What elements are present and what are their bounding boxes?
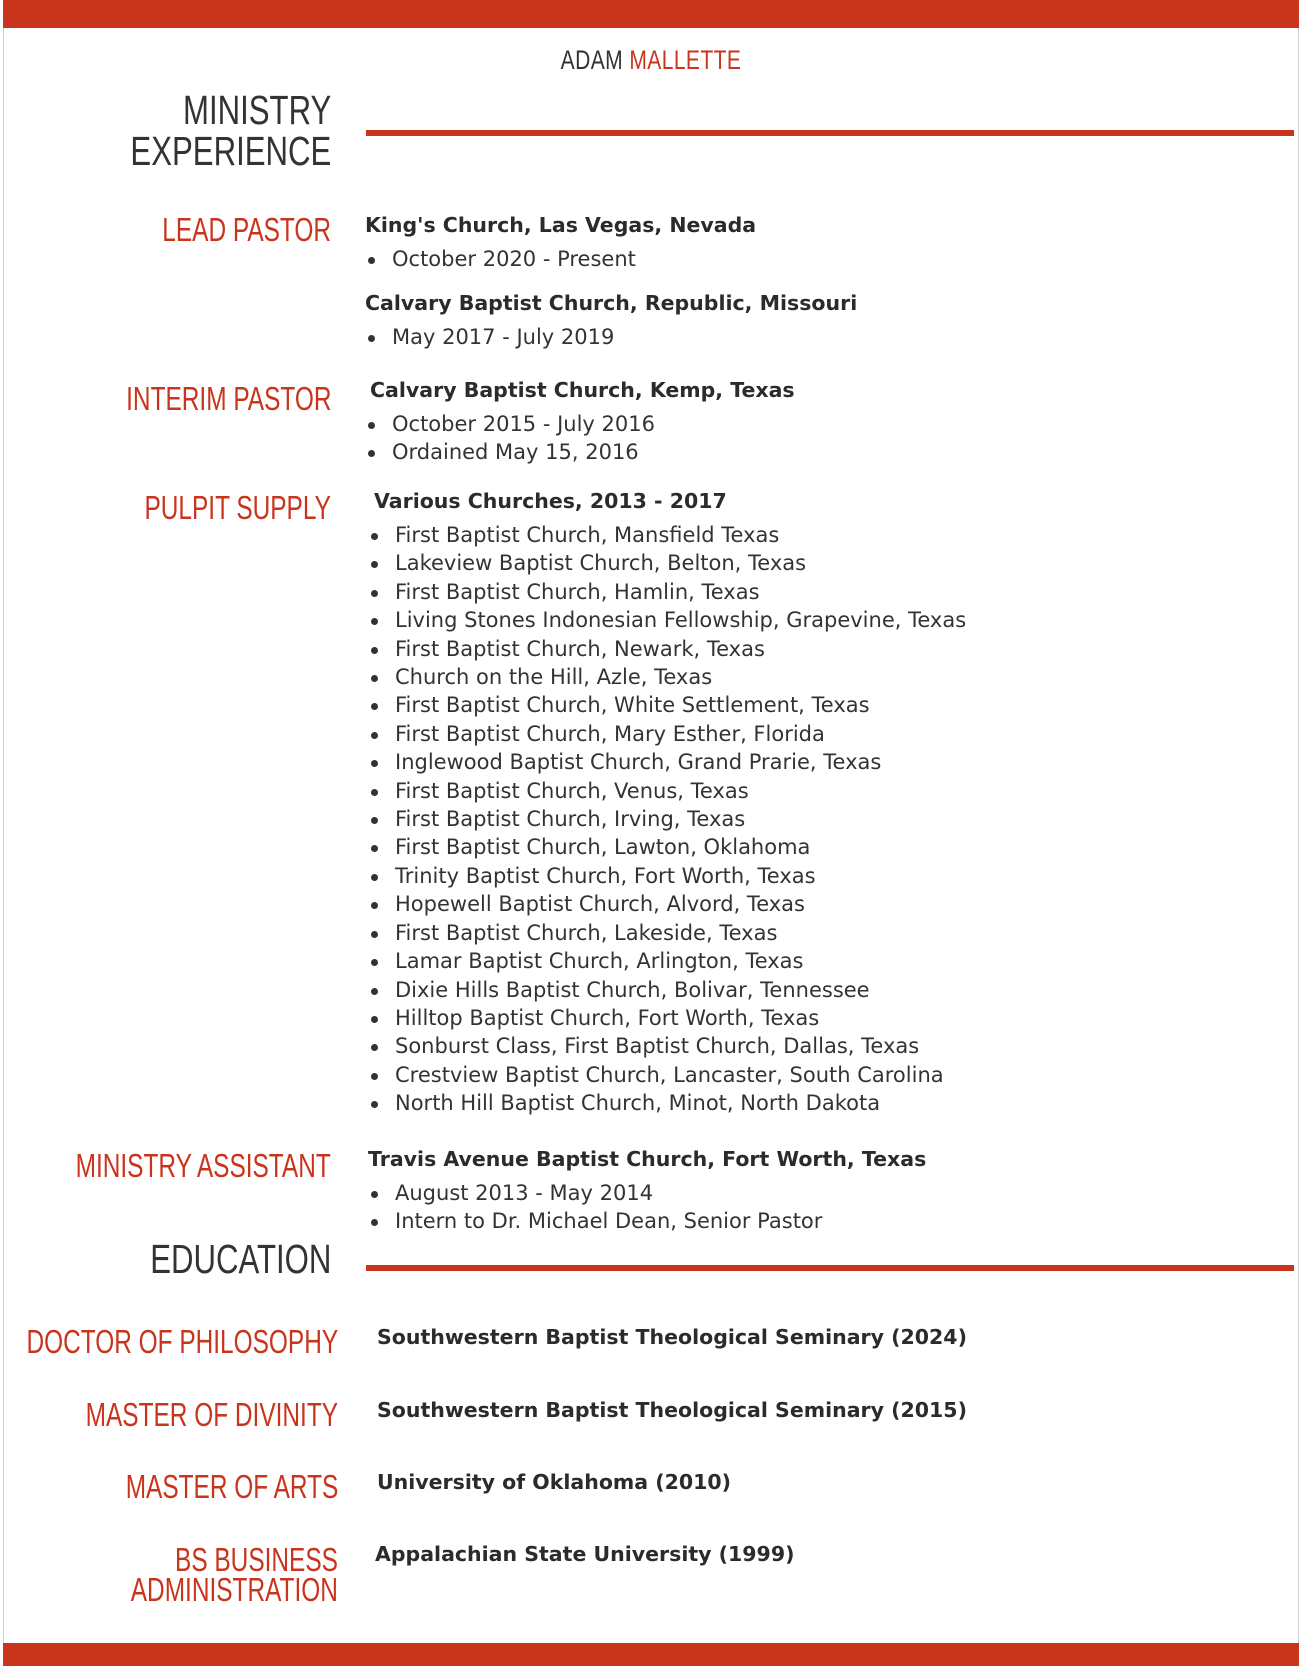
top-accent-bar: [3, 0, 1299, 28]
bottom-accent-bar: [3, 1643, 1299, 1666]
list-item: First Baptist Church, Mansfield Texas: [369, 521, 966, 549]
degree-master-of-arts: MASTER OF ARTS: [125, 1468, 338, 1505]
entry-list: [366, 323, 614, 351]
institution: Appalachian State University (1999): [375, 1542, 795, 1566]
degree-doctor-of-philosophy: DOCTOR OF PHILOSOPHY: [26, 1323, 338, 1360]
entry-title: Calvary Baptist Church, Kemp, Texas: [370, 378, 795, 402]
entry-title: Various Churches, 2013 - 2017: [374, 489, 727, 513]
list-item: October 2020 - Present: [366, 245, 636, 273]
list-item: October 2015 - July 2016: [366, 410, 655, 438]
entry-title: King's Church, Las Vegas, Nevada: [365, 213, 757, 237]
list-item: Ordained May 15, 2016: [366, 438, 655, 466]
list-item: First Baptist Church, White Settlement, Texas: [369, 691, 966, 719]
resume-name: [143, 45, 1159, 76]
list-item: North Hill Baptist Church, Minot, North Dakota: [369, 1089, 966, 1117]
pulpit-supply-list: [369, 521, 966, 1118]
list-item: Lakeview Baptist Church, Belton, Texas: [369, 549, 966, 577]
list-item: Intern to Dr. Michael Dean, Senior Pastor: [369, 1207, 822, 1235]
entry-list: [369, 1179, 822, 1236]
list-item: Crestview Baptist Church, Lancaster, South Carolina: [369, 1061, 966, 1089]
list-item: First Baptist Church, Lakeside, Texas: [369, 919, 966, 947]
institution: Southwestern Baptist Theological Seminary (2024): [377, 1325, 967, 1349]
list-item: Trinity Baptist Church, Fort Worth, Texas: [369, 862, 966, 890]
list-item: First Baptist Church, Venus, Texas: [369, 777, 966, 805]
list-item: Church on the Hill, Azle, Texas: [369, 663, 966, 691]
list-item: First Baptist Church, Newark, Texas: [369, 635, 966, 663]
first-name: ADAM: [560, 45, 624, 75]
ministry-rule: [366, 130, 1294, 136]
list-item: August 2013 - May 2014: [369, 1179, 822, 1207]
list-item: May 2017 - July 2019: [366, 323, 614, 351]
list-item: Dixie Hills Baptist Church, Bolivar, Tennessee: [369, 976, 966, 1004]
section-title-ministry: MINISTRY EXPERIENCE: [130, 87, 331, 174]
institution: University of Oklahoma (2010): [377, 1470, 732, 1494]
list-item: Hopewell Baptist Church, Alvord, Texas: [369, 890, 966, 918]
institution: Southwestern Baptist Theological Seminary (2015): [377, 1398, 967, 1422]
role-ministry-assistant: MINISTRY ASSISTANT: [75, 1147, 331, 1184]
list-item: First Baptist Church, Mary Esther, Florida: [369, 720, 966, 748]
entry-title: Travis Avenue Baptist Church, Fort Worth, Texas: [368, 1147, 927, 1171]
entry-list: [366, 410, 655, 467]
list-item: Inglewood Baptist Church, Grand Prarie, Texas: [369, 748, 966, 776]
entry-list: [366, 245, 636, 273]
degree-bs-business-administration: BS BUSINESS ADMINISTRATION: [130, 1541, 338, 1608]
degree-master-of-divinity: MASTER OF DIVINITY: [85, 1396, 338, 1433]
list-item: First Baptist Church, Irving, Texas: [369, 805, 966, 833]
role-pulpit-supply: PULPIT SUPPLY: [144, 489, 331, 526]
list-item: First Baptist Church, Lawton, Oklahoma: [369, 833, 966, 861]
last-name: MALLETTE: [629, 45, 742, 75]
list-item: First Baptist Church, Hamlin, Texas: [369, 578, 966, 606]
list-item: Hilltop Baptist Church, Fort Worth, Texas: [369, 1004, 966, 1032]
role-lead-pastor: LEAD PASTOR: [162, 211, 331, 248]
list-item: Sonburst Class, First Baptist Church, Dallas, Texas: [369, 1032, 966, 1060]
role-interim-pastor: INTERIM PASTOR: [125, 380, 331, 417]
education-rule: [366, 1265, 1294, 1271]
entry-title: Calvary Baptist Church, Republic, Missouri: [365, 291, 858, 315]
list-item: Living Stones Indonesian Fellowship, Grapevine, Texas: [369, 606, 966, 634]
list-item: Lamar Baptist Church, Arlington, Texas: [369, 947, 966, 975]
section-title-education: EDUCATION: [149, 1236, 331, 1282]
